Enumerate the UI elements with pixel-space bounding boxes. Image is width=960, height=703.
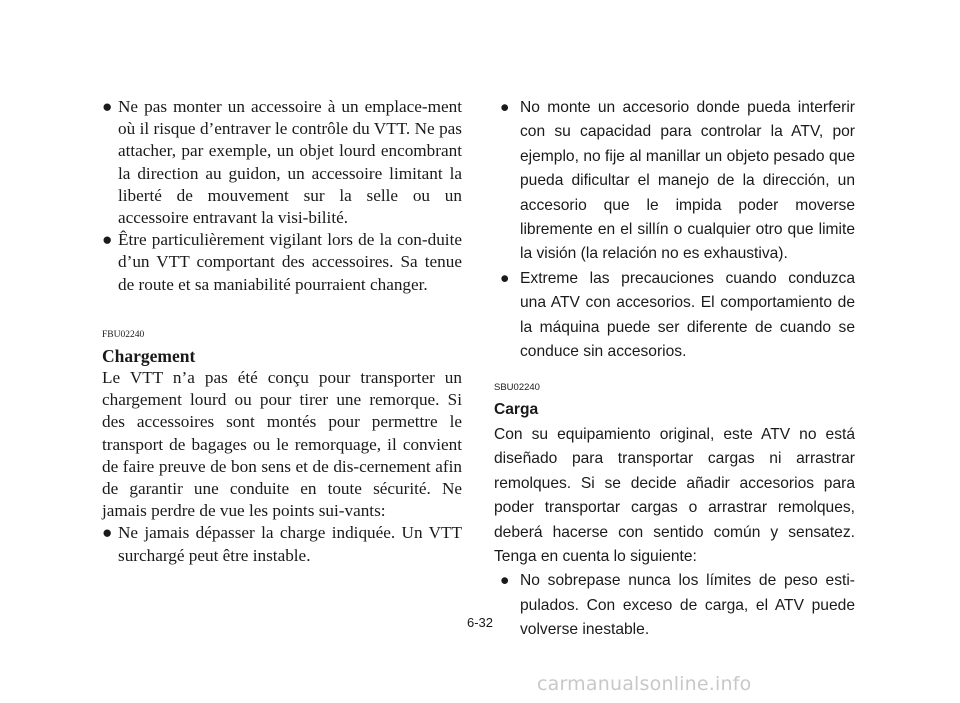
bullet-dot-icon: ● <box>500 99 510 116</box>
french-column <box>102 96 462 567</box>
bullet-dot-icon: ● <box>500 269 510 287</box>
fr-bullet-1 <box>102 96 462 229</box>
bullet-dot-icon: ● <box>102 523 113 543</box>
es-bullet-1-text: No monte un accesorio donde pueda interferir con su capacidad para controlar la ATV, por ejemplo, no fije al manillar un objeto pesado que pueda dificultar el manejo de la dirección, un accesorio que le impida poder moverse libremente en el sillín o cualquier otro que limite la visión (la relación no es exhaustiva). <box>520 99 855 263</box>
bullet-dot-icon: ● <box>500 572 510 590</box>
fr-bullet-2-text: Être particulièrement vigilant lors de la con-duite d’un VTT comportant des accessoires. Sa tenue de route et sa maniabilité pourraient changer. <box>118 230 462 294</box>
page-number: 6-32 <box>466 615 494 630</box>
bullet-dot-icon: ● <box>102 97 113 116</box>
es-bullet-3 <box>494 569 855 642</box>
es-body-text: Con su equipamiento original, este ATV no está diseñado para transportar cargas ni arrastrar remolques. Si se decide añadir accesorios para poder transportar cargas o arrastrar remolques, deberá hacerse con sentido común y sensatez. Tenga en cuenta lo siguiente: <box>494 425 855 565</box>
fr-section-code: FBU02240 <box>102 329 145 340</box>
es-section-code: SBU02240 <box>494 382 540 394</box>
fr-bullet-1-text: Ne pas monter un accessoire à un emplace-ment où il risque d’entraver le contrôle du VTT. Ne pas attacher, par exemple, un objet lourd encombrant la direction au guidon, un accessoire limitant la liberté de mouvement sur la selle ou un accessoire entravant la visi-bilité. <box>118 97 462 228</box>
fr-bullet-3 <box>102 522 462 566</box>
es-section-heading: Carga <box>494 401 539 419</box>
es-bullet-2 <box>494 267 855 365</box>
es-bullet-1 <box>494 96 855 267</box>
spanish-column <box>494 96 855 643</box>
fr-body-text: Le VTT n’a pas été conçu pour transporter un chargement lourd ou pour tirer une remorque. Si des accessoires sont montés pour permettre le transport de bagages ou le remorquage, il convient de faire preuve de bon sens et de dis-cernement afin de garantir une conduite en toute sécurité. Ne jamais perdre de vue les points sui-vants: <box>102 368 462 521</box>
es-bullet-2-text: Extreme las precauciones cuando conduzca una ATV con accesorios. El comportamiento de la máquina puede ser diferente de cuando se conduce sin accesorios. <box>520 269 855 361</box>
bullet-dot-icon: ● <box>102 230 113 250</box>
fr-section-heading: Chargement <box>102 345 196 366</box>
es-bullet-3-text: No sobrepase nunca los límites de peso esti-pulados. Con exceso de carga, el ATV puede volverse inestable. <box>520 572 855 639</box>
fr-bullet-2 <box>102 229 462 296</box>
fr-bullet-3-text: Ne jamais dépasser la charge indiquée. Un VTT surchargé peut être instable. <box>118 523 462 565</box>
site-watermark: carmanualsonline.info <box>537 673 752 695</box>
